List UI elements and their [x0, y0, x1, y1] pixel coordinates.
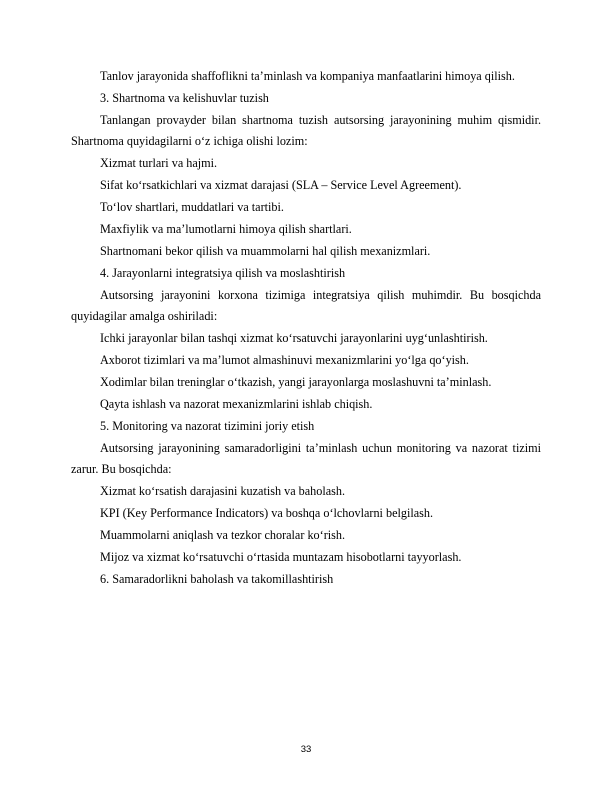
list-item: Xodimlar bilan treninglar o‘tkazish, yangi jarayonlarga moslashuvni ta’minlash.: [100, 375, 492, 389]
list-item: Xizmat turlari va hajmi.: [100, 156, 218, 170]
page-number: 33: [300, 744, 312, 755]
list-item: Muammolarni aniqlash va tezkor choralar ko‘rish.: [100, 528, 346, 542]
paragraph-3: Autsorsing jarayonini korxona tizimiga integratsiya qilish muhimdir. Bu bosqichda quyidagilar amalga oshiriladi:: [71, 288, 541, 323]
list-item: Shartnomani bekor qilish va muammolarni hal qilish mexanizmlari.: [100, 244, 431, 258]
list-item: Qayta ishlash va nazorat mexanizmlarini ishlab chiqish.: [100, 397, 373, 411]
list-item: Ichki jarayonlar bilan tashqi xizmat ko‘rsatuvchi jarayonlarini uyg‘unlashtirish.: [100, 331, 488, 345]
section-heading-6: 6. Samaradorlikni baholash va takomillashtirish: [100, 572, 334, 586]
paragraph-4: Autsorsing jarayonining samaradorligini ta’minlash uchun monitoring va nazorat tizimi zarur. Bu bosqichda:: [71, 441, 541, 476]
list-item: To‘lov shartlari, muddatlari va tartibi.: [100, 200, 284, 214]
section-heading-5: 5. Monitoring va nazorat tizimini joriy etish: [100, 419, 315, 433]
document-body: [71, 66, 541, 591]
paragraph-2: Tanlangan provayder bilan shartnoma tuzish autsorsing jarayonining muhim qismidir. Shartnoma quyidagilarni o‘z ichiga olishi lozim:: [71, 113, 541, 148]
section-heading-4: 4. Jarayonlarni integratsiya qilish va moslashtirish: [100, 266, 346, 280]
paragraph-1: Tanlov jarayonida shaffoflikni ta’minlash va kompaniya manfaatlarini himoya qilish.: [100, 69, 515, 83]
list-item: Xizmat ko‘rsatish darajasini kuzatish va baholash.: [100, 484, 346, 498]
list-item: Axborot tizimlari va ma’lumot almashinuvi mexanizmlarini yo‘lga qo‘yish.: [100, 353, 469, 367]
section-heading-3: 3. Shartnoma va kelishuvlar tuzish: [100, 91, 269, 105]
list-item: KPI (Key Performance Indicators) va boshqa o‘lchovlarni belgilash.: [100, 506, 434, 520]
list-item: Mijoz va xizmat ko‘rsatuvchi o‘rtasida muntazam hisobotlarni tayyorlash.: [100, 550, 462, 564]
list-item: Maxfiylik va ma’lumotlarni himoya qilish shartlari.: [100, 222, 352, 236]
list-item: Sifat ko‘rsatkichlari va xizmat darajasi (SLA – Service Level Agreement).: [100, 178, 462, 192]
